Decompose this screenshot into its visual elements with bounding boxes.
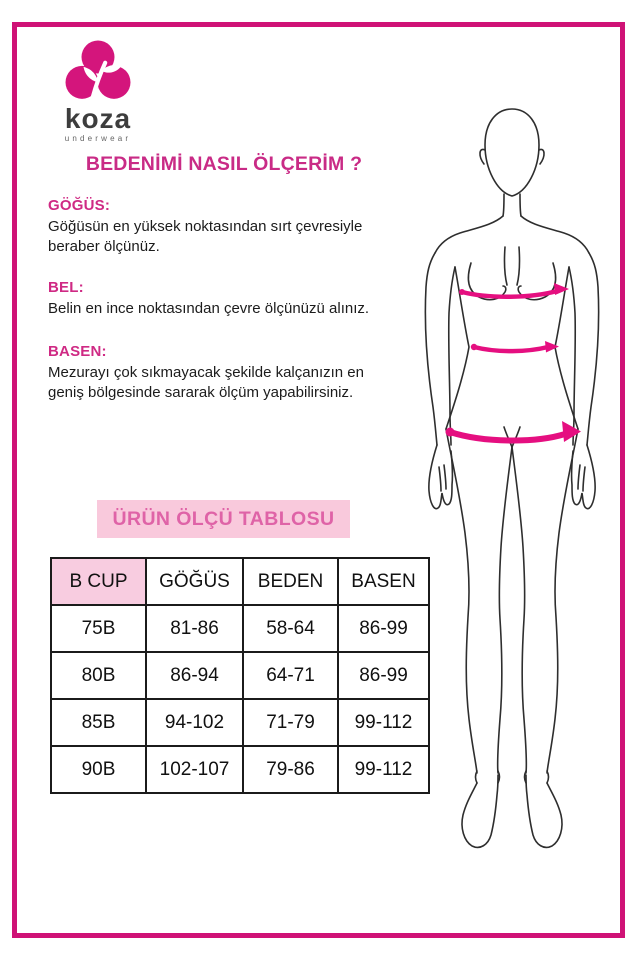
header-cell-bcup: B CUP <box>51 558 146 605</box>
size-cell: 64-71 <box>243 652 338 699</box>
header-cell-gogus: GÖĞÜS <box>146 558 243 605</box>
size-row-85b <box>51 699 429 746</box>
brand-logo <box>55 40 141 143</box>
header-cell-beden: BEDEN <box>243 558 338 605</box>
size-cell: 75B <box>51 605 146 652</box>
size-cell: 102-107 <box>146 746 243 793</box>
header-cell-basen: BASEN <box>338 558 429 605</box>
size-cell: 90B <box>51 746 146 793</box>
size-cell: 86-99 <box>338 652 429 699</box>
size-cell: 80B <box>51 652 146 699</box>
bust-measure-arrow <box>459 283 569 297</box>
section-basen-body: Mezurayı çok sıkmayacak şekilde kalçanızın en geniş bölgesinde sararak ölçüm yapabilirsiniz. <box>48 364 364 401</box>
section-bel <box>48 279 400 319</box>
size-table-header-row <box>51 558 429 605</box>
size-cell: 86-99 <box>338 605 429 652</box>
size-cell: 85B <box>51 699 146 746</box>
measurement-figure <box>408 95 620 865</box>
section-bel-body: Belin en ince noktasından çevre ölçünüzü alınız. <box>48 300 370 317</box>
size-cell: 58-64 <box>243 605 338 652</box>
size-cell: 99-112 <box>338 699 429 746</box>
size-row-80b <box>51 652 429 699</box>
size-cell: 71-79 <box>243 699 338 746</box>
size-table-title: ÜRÜN ÖLÇÜ TABLOSU <box>97 500 350 538</box>
waist-measure-arrow <box>471 341 559 353</box>
size-row-75b <box>51 605 429 652</box>
size-cell: 79-86 <box>243 746 338 793</box>
section-basen-heading: BASEN: <box>48 343 107 360</box>
page-title: BEDENİMİ NASIL ÖLÇERİM ? <box>85 153 363 175</box>
section-gogus-heading: GÖĞÜS: <box>48 197 111 214</box>
section-gogus <box>48 197 400 257</box>
section-gogus-body: Göğüsün en yüksek noktasından sırt çevresiyle beraber ölçünüz. <box>48 218 363 255</box>
size-table <box>50 557 430 794</box>
section-bel-heading: BEL: <box>48 279 84 296</box>
brand-tagline: underwear <box>64 134 132 143</box>
section-basen <box>48 343 400 403</box>
size-cell: 99-112 <box>338 746 429 793</box>
size-cell: 86-94 <box>146 652 243 699</box>
koza-trefoil-icon <box>65 40 131 104</box>
size-row-90b <box>51 746 429 793</box>
size-cell: 81-86 <box>146 605 243 652</box>
body-outline <box>425 109 598 847</box>
hip-measure-arrow <box>446 421 582 442</box>
brand-name: koza <box>64 103 132 134</box>
size-cell: 94-102 <box>146 699 243 746</box>
